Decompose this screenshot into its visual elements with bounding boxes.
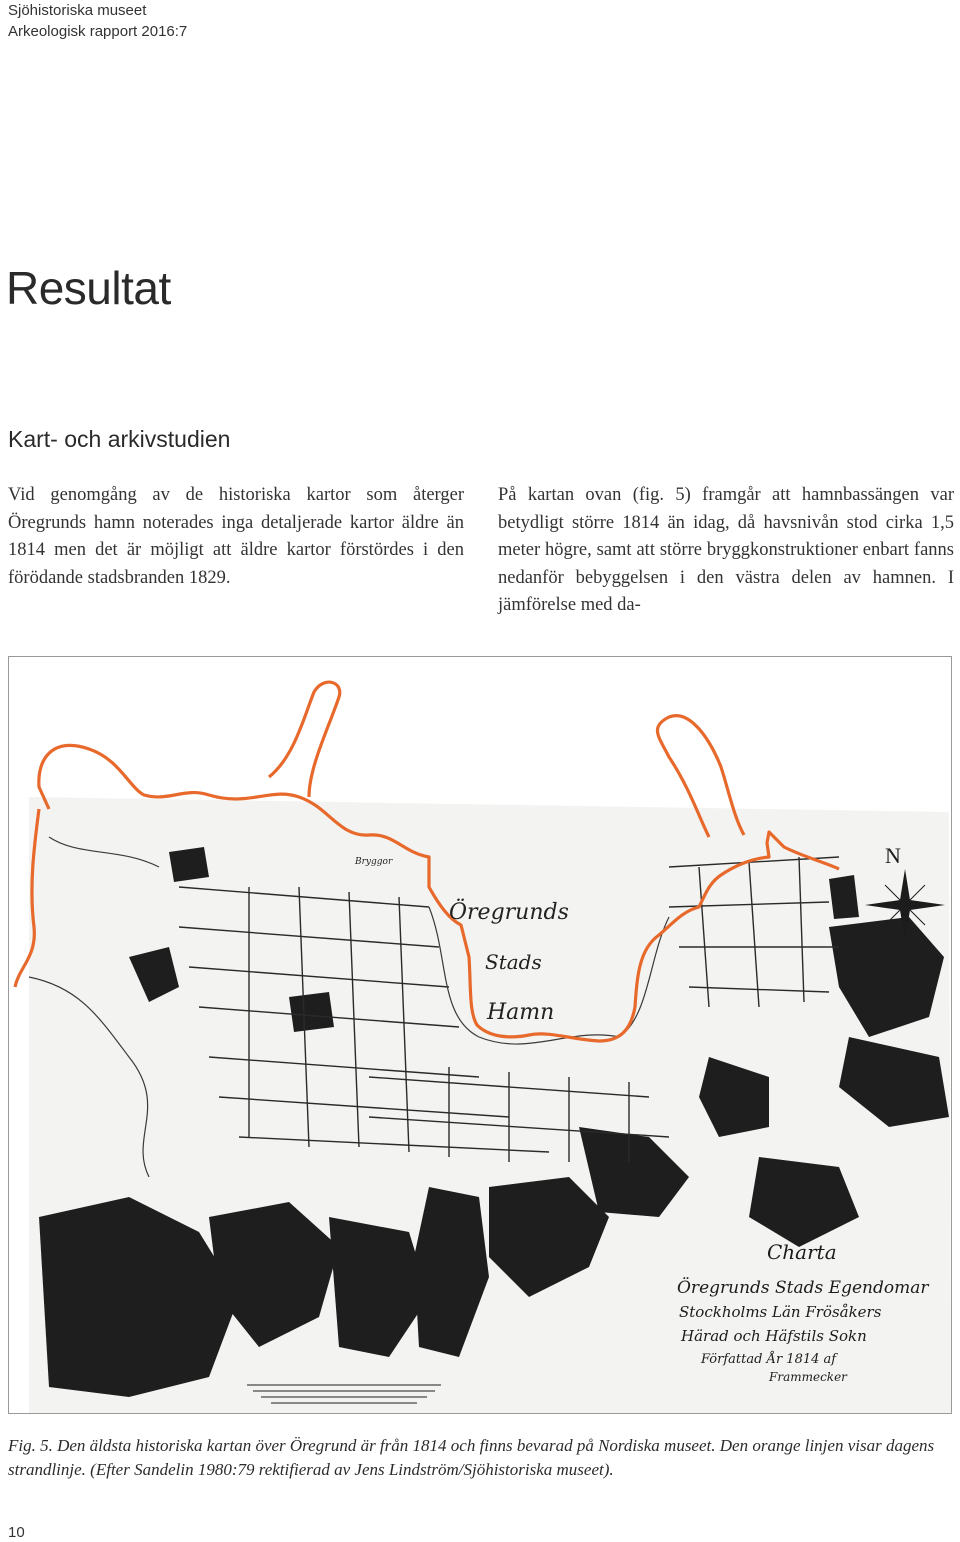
compass-north-label: N	[885, 843, 901, 868]
header-report-id: Arkeologisk rapport 2016:7	[8, 23, 188, 40]
map-label-bryggor: Bryggor	[355, 857, 393, 867]
map-title-line-3: Stockholms Län Frösåkers	[679, 1303, 882, 1321]
map-title-line-6: Frammecker	[769, 1370, 847, 1384]
map-image	[9, 657, 952, 1414]
map-label-town: Öregrunds	[449, 900, 569, 925]
historical-map-figure	[8, 656, 952, 1414]
map-title-line-4: Härad och Häfstils Sokn	[681, 1327, 867, 1345]
header-museum-name: Sjöhistoriska museet	[8, 2, 147, 19]
map-title-line-1: Charta	[767, 1240, 837, 1264]
map-label-stad: Stads	[485, 950, 542, 974]
subsection-heading: Kart- och arkivstudien	[8, 426, 231, 452]
figure-caption: Fig. 5. Den äldsta historiska kartan över Öregrund är från 1814 och finns bevarad på Nordiska museet. Den orange linjen visar dagens strandlinje. (Efter Sandelin 1980:79 rektifierad av Jens Lindström/Sjöhistoriska museet).	[8, 1436, 935, 1479]
body-paragraph-left: Vid genomgång av de historiska kartor som återger Öregrunds hamn noterades inga detaljerade kartor äldre än 1814 men det är möjligt att äldre kartor förstördes i den förödande stadsbranden 1829.	[8, 485, 464, 588]
section-heading: Resultat	[6, 262, 171, 314]
map-title-line-5: Författad År 1814 af	[701, 1352, 837, 1367]
map-label-hamn: Hamn	[487, 1000, 555, 1025]
map-title-line-2: Öregrunds Stads Egendomar	[677, 1278, 929, 1298]
page-number: 10	[8, 1524, 25, 1541]
running-header	[8, 0, 187, 42]
body-paragraph-right: På kartan ovan (fig. 5) framgår att hamnbassängen var betydligt större 1814 än idag, då havsnivån stod cirka 1,5 meter högre, samt att större bryggkonstruktioner enbart fanns nedanför bebyggelsen i den västra delen av hamnen. I jämförelse med da-	[498, 485, 954, 616]
